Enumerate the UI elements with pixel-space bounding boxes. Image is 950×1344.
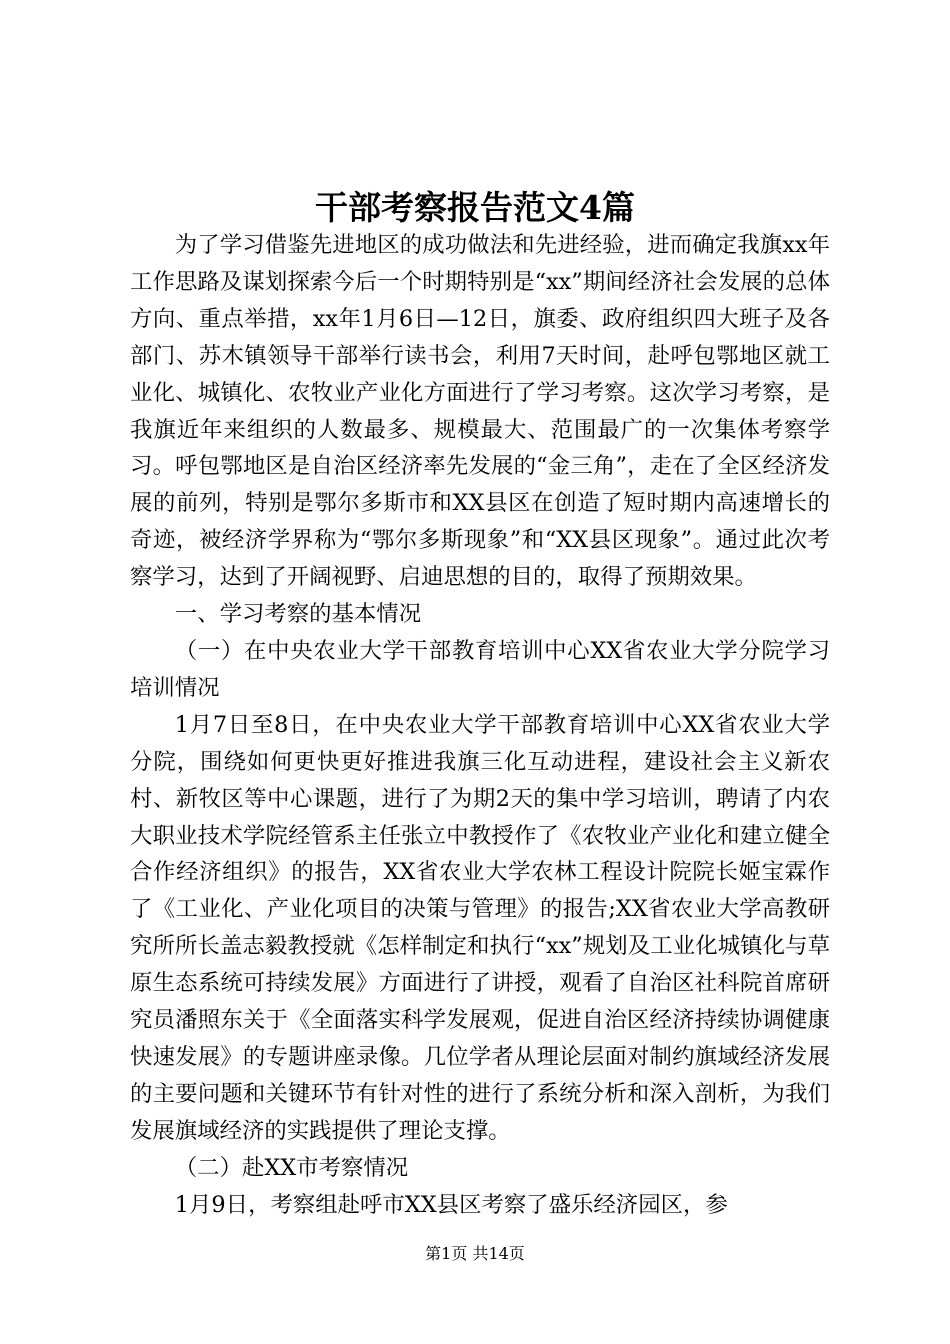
- subsection-heading-1: （一）在中央农业大学干部教育培训中心XX省农业大学分院学习培训情况: [130, 637, 830, 701]
- paragraph-visit: 1月9日，考察组赴呼市XX县区考察了盛乐经济园区，参: [174, 1191, 728, 1218]
- paragraph-intro: 为了学习借鉴先进地区的成功做法和先进经验，进而确定我旗xx年工作思路及谋划探索今后一个时期特别是“xx”期间经济社会发展的总体方向、重点举措，xx年1月6日—12日，旗委、政府组织四大班子及各部门、苏木镇领导干部举行读书会，利用7天时间，赴呼包鄂地区就工业化、城镇化、农牧业产业化方面进行了学习考察。这次学习考察，是我旗近年来组织的人数最多、规模最大、范围最广的一次集体考察学习。呼包鄂地区是自治区经济率先发展的“金三角”，走在了全区经济发展的前列，特别是鄂尔多斯市和XX县区在创造了短时期内高速增长的奇迹，被经济学界称为“鄂尔多斯现象”和“XX县区现象”。通过此次考察学习，达到了开阔视野、启迪思想的目的，取得了预期效果。: [130, 232, 830, 591]
- page-number-footer: 第1页 共14页: [425, 1244, 525, 1263]
- subsection-heading-2: （二）赴XX市考察情况: [174, 1154, 409, 1181]
- section-heading-1: 一、学习考察的基本情况: [174, 601, 422, 628]
- paragraph-training: 1月7日至8日，在中央农业大学干部教育培训中心XX省农业大学分院，围绕如何更快更好推进我旗三化互动进程，建设社会主义新农村、新牧区等中心课题，进行了为期2天的集中学习培训，聘请了内农大职业技术学院经管系主任张立中教授作了《农牧业产业化和建立健全合作经济组织》的报告，XX省农业大学农林工程设计院院长姬宝霖作了《工业化、产业化项目的决策与管理》的报告;XX省农业大学高教研究所所长盖志毅教授就《怎样制定和执行“xx”规划及工业化城镇化与草原生态系统可持续发展》方面进行了讲授，观看了自治区社科院首席研究员潘照东关于《全面落实科学发展观，促进自治区经济持续协调健康快速发展》的专题讲座录像。几位学者从理论层面对制约旗域经济发展的主要问题和关键环节有针对性的进行了系统分析和深入剖析，为我们发展旗域经济的实践提供了理论支撑。: [130, 711, 830, 1144]
- document-title: 干部考察报告范文4篇: [315, 188, 635, 227]
- document-body: [130, 227, 830, 1223]
